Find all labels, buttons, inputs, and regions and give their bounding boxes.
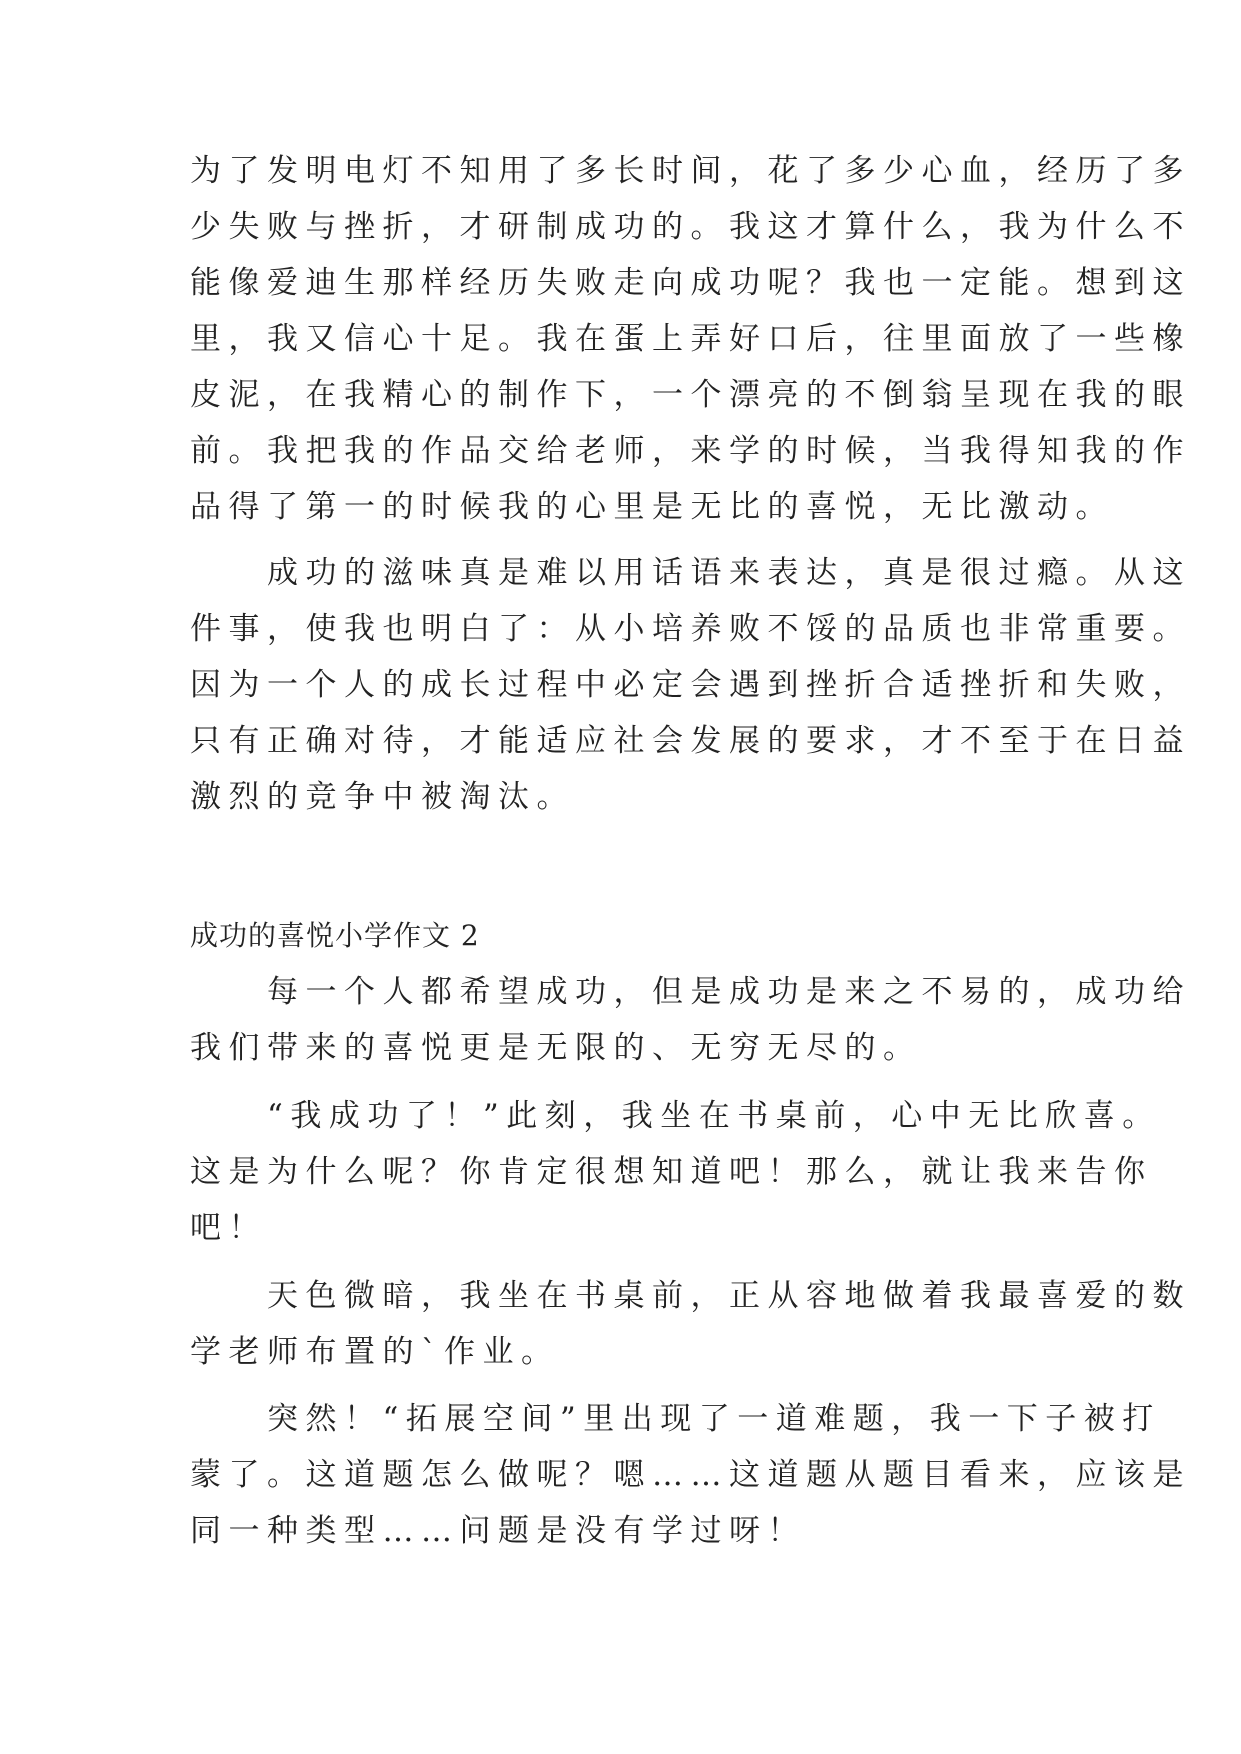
text-line: 皮泥，在我精心的制作下，一个漂亮的不倒翁呈现在我的眼 (190, 377, 1191, 413)
text-line: 学老师布置的`作业。 (190, 1334, 560, 1370)
text-line: 只有正确对待，才能适应社会发展的要求，才不至于在日益 (190, 723, 1191, 759)
text-line: 吧！ (190, 1210, 267, 1246)
text-line: 品得了第一的时候我的心里是无比的喜悦，无比激动。 (190, 489, 1114, 525)
text-line: 天色微暗，我坐在书桌前，正从容地做着我最喜爱的数 (190, 1278, 1191, 1314)
text-line: “我成功了！”此刻，我坐在书桌前，心中无比欣喜。 (190, 1098, 1161, 1134)
text-line: 成功的滋味真是难以用话语来表达，真是很过瘾。从这 (190, 555, 1191, 591)
text-line: 为了发明电灯不知用了多长时间，花了多少心血，经历了多 (190, 153, 1191, 189)
text-line: 同一种类型……问题是没有学过呀！ (190, 1513, 806, 1549)
text-line: 少失败与挫折，才研制成功的。我这才算什么，我为什么不 (190, 209, 1191, 245)
text-line: 里，我又信心十足。我在蛋上弄好口后，往里面放了一些橡 (190, 321, 1191, 357)
text-line: 蒙了。这道题怎么做呢？嗯……这道题从题目看来，应该是 (190, 1457, 1191, 1493)
text-line: 我们带来的喜悦更是无限的、无穷无尽的。 (190, 1030, 922, 1066)
text-line: 突然！“拓展空间”里出现了一道难题，我一下子被打 (190, 1401, 1161, 1437)
section-heading: 成功的喜悦小学作文 2 (190, 919, 480, 952)
text-line: 这是为什么呢？你肯定很想知道吧！那么，就让我来告你 (190, 1154, 1153, 1190)
text-line: 激烈的竞争中被淘汰。 (190, 779, 575, 815)
text-line: 件事，使我也明白了：从小培养败不馁的品质也非常重要。 (190, 611, 1191, 647)
text-line: 因为一个人的成长过程中必定会遇到挫折合适挫折和失败， (190, 667, 1191, 703)
text-line: 能像爱迪生那样经历失败走向成功呢？我也一定能。想到这 (190, 265, 1191, 301)
text-line: 每一个人都希望成功，但是成功是来之不易的，成功给 (190, 974, 1191, 1010)
text-line: 前。我把我的作品交给老师，来学的时候，当我得知我的作 (190, 433, 1191, 469)
